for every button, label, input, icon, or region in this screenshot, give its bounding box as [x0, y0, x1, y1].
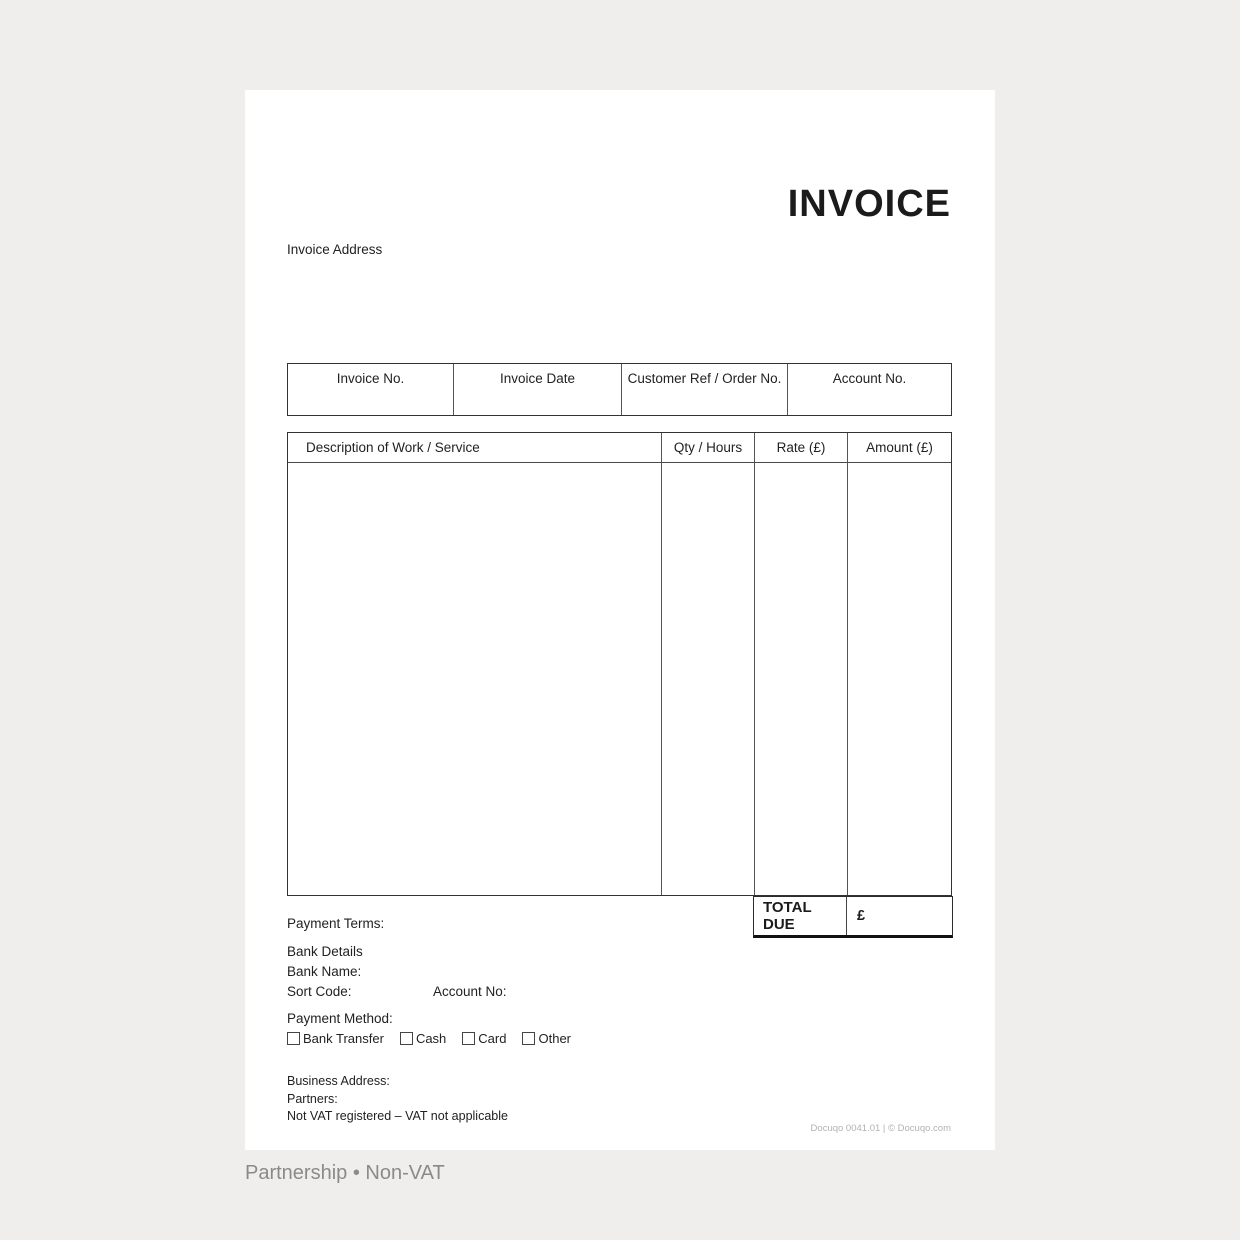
other-checkbox[interactable] — [522, 1032, 535, 1045]
invoice-no-header: Invoice No. — [336, 371, 405, 386]
qty-hours-column-body — [661, 463, 754, 895]
description-column-header: Description of Work / Service — [288, 433, 661, 463]
rate-column-header: Rate (£) — [754, 433, 847, 463]
rate-column-body — [754, 463, 847, 895]
bank-details-label: Bank Details — [287, 944, 363, 959]
invoice-address-label: Invoice Address — [287, 242, 383, 257]
account-no-header: Account No. — [787, 364, 951, 415]
partners-label: Partners: — [287, 1092, 338, 1106]
bank-transfer-label: Bank Transfer — [303, 1031, 384, 1046]
page-title: INVOICE — [787, 183, 951, 225]
description-column-body — [288, 463, 661, 895]
total-due-box — [753, 896, 953, 938]
invoice-document-page — [245, 90, 995, 1150]
total-due-label: TOTAL DUE — [754, 897, 847, 935]
payment-method-options — [287, 1031, 587, 1046]
items-table — [287, 432, 952, 896]
bank-name-label: Bank Name: — [287, 964, 362, 979]
template-caption: Partnership • Non-VAT — [245, 1162, 445, 1184]
amount-column-body — [847, 463, 951, 895]
payment-terms-label: Payment Terms: — [287, 916, 385, 931]
bank-transfer-checkbox[interactable] — [287, 1032, 300, 1045]
card-label: Card — [478, 1031, 507, 1046]
cash-label: Cash — [415, 1031, 447, 1046]
vat-note: Not VAT registered – VAT not applicable — [287, 1109, 508, 1123]
amount-column-header: Amount (£) — [847, 433, 951, 463]
customer-ref-header: Customer Ref / Order No. — [621, 364, 787, 415]
option-cash[interactable] — [400, 1031, 446, 1046]
invoice-info-table — [287, 363, 952, 416]
payment-method-label: Payment Method: — [287, 1011, 393, 1026]
option-card[interactable] — [462, 1031, 506, 1046]
option-other[interactable] — [522, 1031, 571, 1046]
qty-hours-column-header: Qty / Hours — [661, 433, 754, 463]
total-due-currency: £ — [857, 908, 866, 924]
business-address-label: Business Address: — [287, 1074, 390, 1088]
option-bank-transfer[interactable] — [287, 1031, 384, 1046]
invoice-date-header: Invoice Date — [453, 364, 621, 415]
document-reference: Docuqo 0041.01 | © Docuqo.com — [810, 1123, 951, 1134]
sort-code-label: Sort Code: — [287, 984, 352, 999]
other-label: Other — [538, 1031, 571, 1046]
card-checkbox[interactable] — [462, 1032, 475, 1045]
account-no-label: Account No: — [433, 984, 507, 999]
cash-checkbox[interactable] — [400, 1032, 413, 1045]
